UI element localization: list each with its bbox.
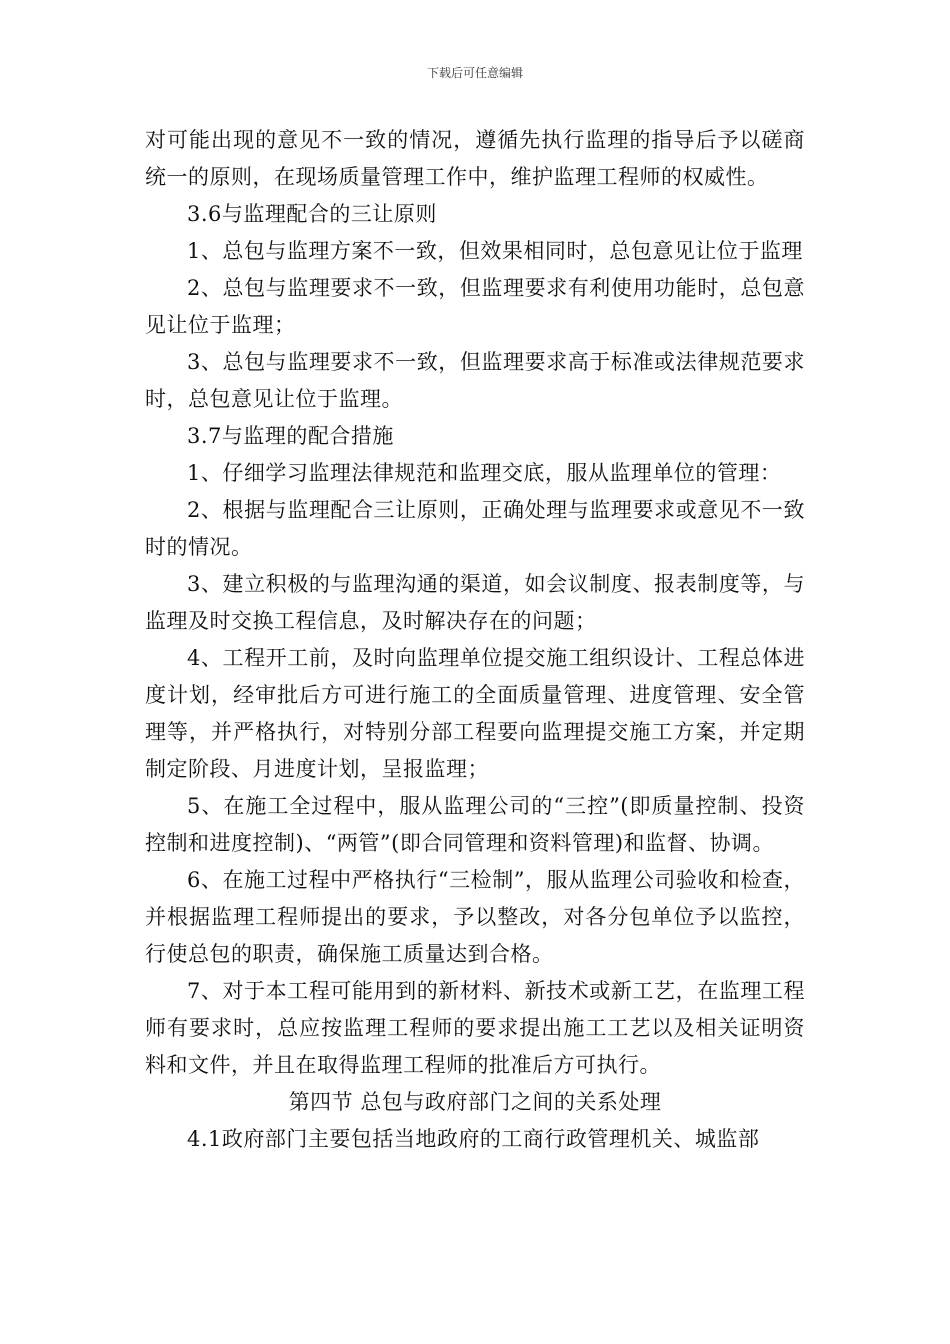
document-body (145, 122, 805, 1158)
list-item: 6、在施工过程中严格执行“三检制”，服从监理公司验收和检查，并根据监理工程师提出的要求，予以整改，对各分包单位予以监控，行使总包的职责，确保施工质量达到合格。 (145, 868, 805, 966)
list-item: 3、总包与监理要求不一致，但监理要求高于标准或法律规范要求时，总包意见让位于监理。 (145, 350, 805, 411)
list-item: 3、建立积极的与监理沟通的渠道，如会议制度、报表制度等，与监理及时交换工程信息，及时解决存在的问题； (145, 572, 805, 633)
chapter-heading: 第四节 总包与政府部门之间的关系处理 (288, 1090, 662, 1114)
list-item: 5、在施工全过程中，服从监理公司的“三控”(即质量控制、投资控制和进度控制)、“两管”(即合同管理和资料管理)和监督、协调。 (145, 794, 805, 855)
list-item: 1、仔细学习监理法律规范和监理交底，服从监理单位的管理： (187, 461, 782, 485)
list-item: 7、对于本工程可能用到的新材料、新技术或新工艺，在监理工程师有要求时，总应按监理工程师的要求提出施工工艺以及相关证明资料和文件，并且在取得监理工程师的批准后方可执行。 (145, 979, 805, 1077)
list-item: 2、总包与监理要求不一致，但监理要求有利使用功能时，总包意见让位于监理； (145, 276, 805, 337)
section-paragraph-4-1: 4.1政府部门主要包括当地政府的工商行政管理机关、城监部 (187, 1127, 760, 1151)
paragraph-continuation: 对可能出现的意见不一致的情况，遵循先执行监理的指导后予以磋商统一的原则，在现场质量管理工作中，维护监理工程师的权威性。 (145, 128, 805, 189)
list-item: 1、总包与监理方案不一致，但效果相同时，总包意见让位于监理 (187, 239, 803, 263)
page-header: 下载后可任意编辑 (426, 66, 523, 80)
section-heading-3-6: 3.6与监理配合的三让原则 (187, 202, 437, 226)
section-heading-3-7: 3.7与监理的配合措施 (187, 424, 394, 448)
list-item: 2、根据与监理配合三让原则，正确处理与监理要求或意见不一致时的情况。 (145, 498, 805, 559)
list-item: 4、工程开工前，及时向监理单位提交施工组织设计、工程总体进度计划，经审批后方可进行施工的全面质量管理、进度管理、安全管理等，并严格执行，对特别分部工程要向监理提交施工方案，并定期制定阶段、月进度计划，呈报监理； (145, 646, 805, 781)
